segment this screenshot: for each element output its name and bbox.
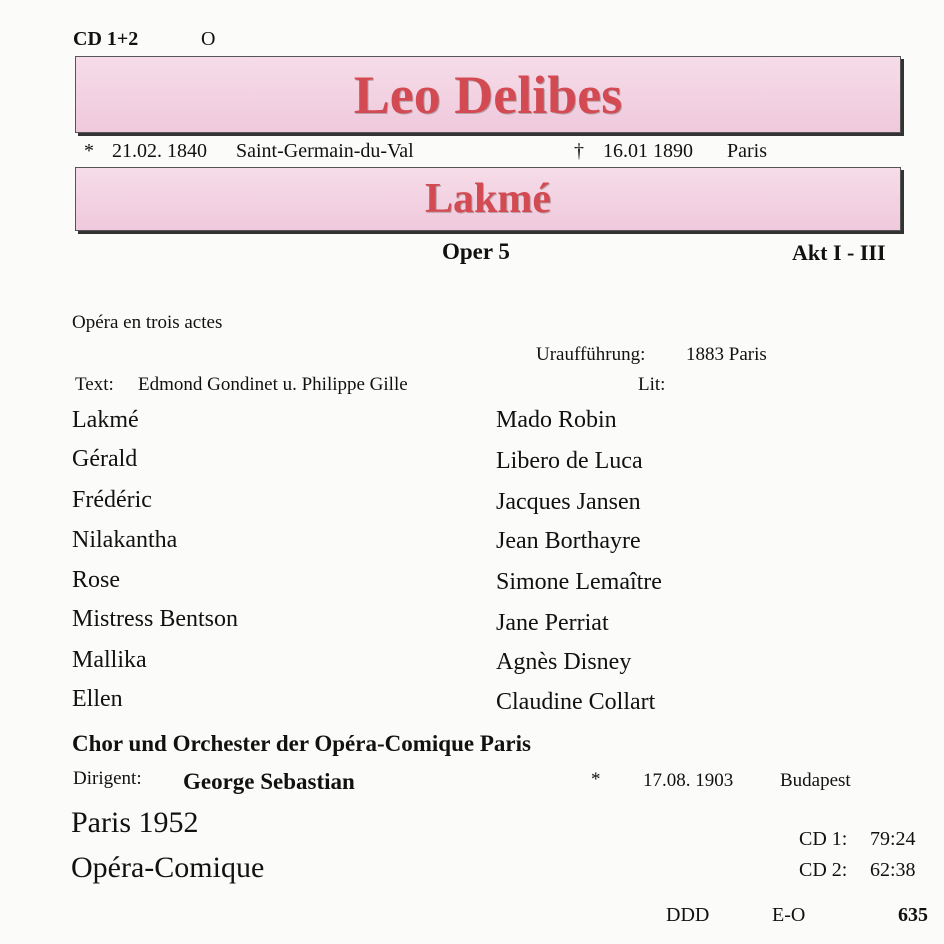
- cast-singer: Claudine Collart: [496, 689, 656, 715]
- premiere-label: Uraufführung:: [536, 344, 646, 365]
- conductor-birth-place: Budapest: [780, 770, 851, 791]
- cd-label: CD 1+2: [73, 28, 139, 50]
- ensemble: Chor und Orchester der Opéra-Comique Paris: [72, 731, 531, 756]
- premiere-value: 1883 Paris: [686, 344, 767, 365]
- duration-value: 79:24: [870, 828, 916, 850]
- cast-role: Rose: [72, 567, 120, 593]
- conductor-label: Dirigent:: [73, 768, 142, 789]
- composer-birth-symbol: *: [84, 140, 94, 162]
- text-authors: Edmond Gondinet u. Philippe Gille: [138, 374, 408, 395]
- duration-label: CD 1:: [799, 828, 848, 850]
- lit-label: Lit:: [638, 374, 666, 395]
- text-label: Text:: [75, 374, 114, 395]
- composer-name: Leo Delibes: [353, 64, 623, 125]
- composer-death-symbol: †: [574, 140, 584, 162]
- work-subtitle: Opéra en trois actes: [72, 312, 223, 333]
- cast-role: Lakmé: [72, 407, 139, 433]
- conductor-birth-date: 17.08. 1903: [643, 770, 734, 791]
- catalog-number: 635: [898, 904, 928, 926]
- work-acts: Akt I - III: [792, 240, 886, 265]
- duration-label: CD 2:: [799, 859, 848, 881]
- work-opus: Oper 5: [442, 239, 510, 264]
- cast-singer: Libero de Luca: [496, 448, 643, 474]
- composer-death-place: Paris: [727, 140, 767, 162]
- recording-place-year: Paris 1952: [71, 806, 199, 839]
- cast-singer: Simone Lemaître: [496, 569, 662, 595]
- cast-singer: Jean Borthayre: [496, 528, 641, 554]
- composer-death-date: 16.01 1890: [603, 140, 693, 162]
- cast-singer: Agnès Disney: [496, 649, 632, 675]
- composer-birth-place: Saint-Germain-du-Val: [236, 140, 414, 162]
- recording-venue: Opéra-Comique: [71, 851, 265, 884]
- header-mark: O: [201, 28, 216, 50]
- composer-title-box: [75, 56, 901, 133]
- cast-singer: Jacques Jansen: [496, 489, 641, 515]
- format-code: DDD: [666, 904, 710, 926]
- edition-code: E-O: [772, 904, 806, 926]
- composer-birth-date: 21.02. 1840: [112, 140, 207, 162]
- cast-singer: Jane Perriat: [496, 610, 609, 636]
- cast-singer: Mado Robin: [496, 407, 617, 433]
- duration-value: 62:38: [870, 859, 916, 881]
- cast-role: Gérald: [72, 446, 138, 472]
- cast-role: Mistress Bentson: [72, 606, 239, 632]
- cast-role: Ellen: [72, 686, 123, 712]
- conductor-birth-symbol: *: [591, 769, 601, 790]
- conductor-name: George Sebastian: [183, 769, 355, 794]
- cast-role: Mallika: [72, 647, 147, 673]
- cast-role: Nilakantha: [72, 527, 178, 553]
- cast-role: Frédéric: [72, 487, 152, 513]
- work-title: Lakmé: [425, 176, 551, 222]
- work-title-box: [75, 167, 901, 231]
